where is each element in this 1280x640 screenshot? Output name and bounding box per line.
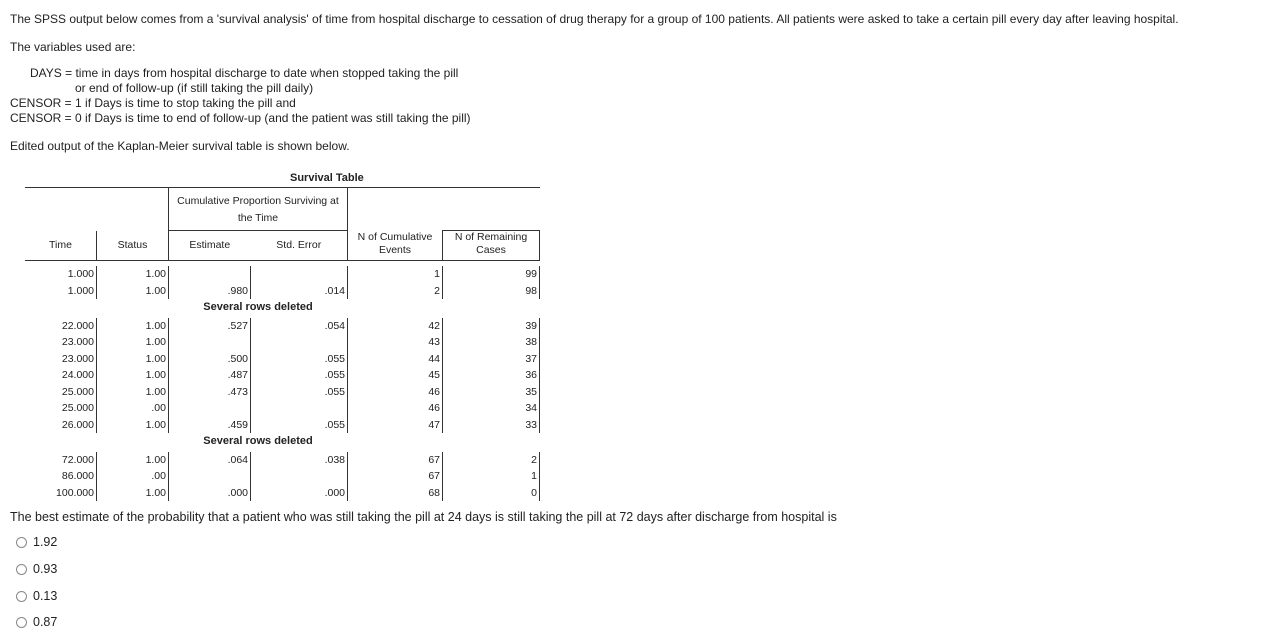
cell-remaining: 38 — [443, 334, 540, 351]
survival-table — [25, 187, 540, 501]
option-1[interactable] — [16, 535, 57, 549]
cumulative-proportion-header: Cumulative Proportion Surviving at the Time — [169, 188, 348, 231]
table-row — [25, 485, 540, 502]
rows-deleted-note: Several rows deleted — [203, 301, 313, 313]
table-row — [25, 318, 540, 335]
cell-std-error: .055 — [251, 417, 348, 434]
cell-time: 86.000 — [25, 468, 97, 485]
time-header: Time — [49, 239, 72, 251]
remaining-header: N of Remaining Cases — [443, 231, 540, 261]
cell-time: 23.000 — [25, 351, 97, 368]
cell-estimate — [169, 334, 251, 351]
cell-std-error: .054 — [251, 318, 348, 335]
table-row — [25, 384, 540, 401]
cell-cum-events: 43 — [348, 334, 443, 351]
cell-remaining: 35 — [443, 384, 540, 401]
table-row — [25, 266, 540, 283]
status-header: Status — [97, 231, 169, 261]
option-4[interactable] — [16, 615, 57, 629]
cell-estimate: .064 — [169, 452, 251, 469]
option-label: 0.93 — [33, 562, 58, 576]
cell-time: 25.000 — [25, 400, 97, 417]
option-3[interactable] — [16, 589, 57, 603]
cell-remaining: 99 — [443, 266, 540, 283]
cell-cum-events: 47 — [348, 417, 443, 434]
days-definition: DAYS = time in days from hospital discharge to date when stopped taking the pill — [30, 66, 459, 80]
cell-time: 100.000 — [25, 485, 97, 502]
table-title: Survival Table — [290, 172, 364, 184]
days-definition-cont: or end of follow-up (if still taking the pill daily) — [75, 81, 314, 95]
table-row — [25, 367, 540, 384]
cell-status: 1.00 — [97, 266, 169, 283]
option-2[interactable] — [16, 562, 57, 576]
table-row — [25, 452, 540, 469]
cell-time: 1.000 — [25, 283, 97, 300]
cell-estimate: .459 — [169, 417, 251, 434]
cell-estimate: .980 — [169, 283, 251, 300]
cell-status: 1.00 — [97, 318, 169, 335]
cell-cum-events: 1 — [348, 266, 443, 283]
cell-status: 1.00 — [97, 334, 169, 351]
cell-status: .00 — [97, 468, 169, 485]
cell-std-error — [251, 266, 348, 283]
option-label: 0.87 — [33, 615, 58, 629]
table-row — [25, 283, 540, 300]
cell-std-error: .055 — [251, 351, 348, 368]
cell-std-error: .014 — [251, 283, 348, 300]
table-row — [25, 334, 540, 351]
cell-remaining: 36 — [443, 367, 540, 384]
cell-std-error — [251, 334, 348, 351]
cell-std-error — [251, 468, 348, 485]
cell-cum-events: 2 — [348, 283, 443, 300]
variables-heading: The variables used are: — [10, 40, 136, 54]
cell-std-error: .055 — [251, 384, 348, 401]
cell-cum-events: 67 — [348, 452, 443, 469]
std-error-header: Std. Error — [251, 231, 348, 261]
cell-time: 23.000 — [25, 334, 97, 351]
cell-time: 26.000 — [25, 417, 97, 434]
cell-cum-events: 46 — [348, 400, 443, 417]
cell-cum-events: 45 — [348, 367, 443, 384]
edited-output-note: Edited output of the Kaplan-Meier survival table is shown below. — [10, 139, 350, 153]
cell-estimate — [169, 266, 251, 283]
cell-remaining: 34 — [443, 400, 540, 417]
cell-remaining: 2 — [443, 452, 540, 469]
cell-status: .00 — [97, 400, 169, 417]
cell-time: 25.000 — [25, 384, 97, 401]
cell-estimate: .487 — [169, 367, 251, 384]
censor-1-definition: CENSOR = 1 if Days is time to stop taking the pill and — [10, 96, 296, 110]
radio-icon[interactable] — [16, 564, 27, 575]
intro-paragraph: The SPSS output below comes from a 'survival analysis' of time from hospital discharge to cessation of drug therapy for a group of 100 patients. All patients were asked to take a certain pill every day after leaving hospital. — [10, 12, 1179, 26]
cell-cum-events: 68 — [348, 485, 443, 502]
cell-remaining: 98 — [443, 283, 540, 300]
cell-time: 22.000 — [25, 318, 97, 335]
cell-remaining: 33 — [443, 417, 540, 434]
cell-remaining: 1 — [443, 468, 540, 485]
cell-cum-events: 67 — [348, 468, 443, 485]
question-text: The best estimate of the probability that a patient who was still taking the pill at 24 days is still taking the pill at 72 days after discharge from hospital is — [10, 510, 837, 524]
table-row — [25, 417, 540, 434]
table-row — [25, 468, 540, 485]
cell-remaining: 0 — [443, 485, 540, 502]
table-row — [25, 400, 540, 417]
cell-estimate: .473 — [169, 384, 251, 401]
cell-status: 1.00 — [97, 351, 169, 368]
cell-estimate — [169, 400, 251, 417]
estimate-header: Estimate — [169, 231, 251, 261]
table-row — [25, 351, 540, 368]
cell-remaining: 39 — [443, 318, 540, 335]
cell-time: 1.000 — [25, 266, 97, 283]
cell-time: 72.000 — [25, 452, 97, 469]
cell-std-error — [251, 400, 348, 417]
cell-std-error: .000 — [251, 485, 348, 502]
cell-status: 1.00 — [97, 417, 169, 434]
cum-events-header: N of Cumulative Events — [348, 231, 443, 261]
radio-icon[interactable] — [16, 617, 27, 628]
cell-std-error: .038 — [251, 452, 348, 469]
cell-status: 1.00 — [97, 485, 169, 502]
rows-deleted-note: Several rows deleted — [203, 435, 313, 447]
cell-time: 24.000 — [25, 367, 97, 384]
cell-std-error: .055 — [251, 367, 348, 384]
cell-status: 1.00 — [97, 384, 169, 401]
cell-estimate: .500 — [169, 351, 251, 368]
option-label: 1.92 — [33, 535, 58, 549]
option-label: 0.13 — [33, 589, 58, 603]
cell-cum-events: 44 — [348, 351, 443, 368]
cell-cum-events: 42 — [348, 318, 443, 335]
cell-estimate: .527 — [169, 318, 251, 335]
radio-icon[interactable] — [16, 591, 27, 602]
cell-remaining: 37 — [443, 351, 540, 368]
cell-estimate — [169, 468, 251, 485]
cell-estimate: .000 — [169, 485, 251, 502]
cell-cum-events: 46 — [348, 384, 443, 401]
radio-icon[interactable] — [16, 537, 27, 548]
cell-status: 1.00 — [97, 367, 169, 384]
cell-status: 1.00 — [97, 452, 169, 469]
cell-status: 1.00 — [97, 283, 169, 300]
censor-0-definition: CENSOR = 0 if Days is time to end of follow-up (and the patient was still taking the pill) — [10, 111, 471, 125]
